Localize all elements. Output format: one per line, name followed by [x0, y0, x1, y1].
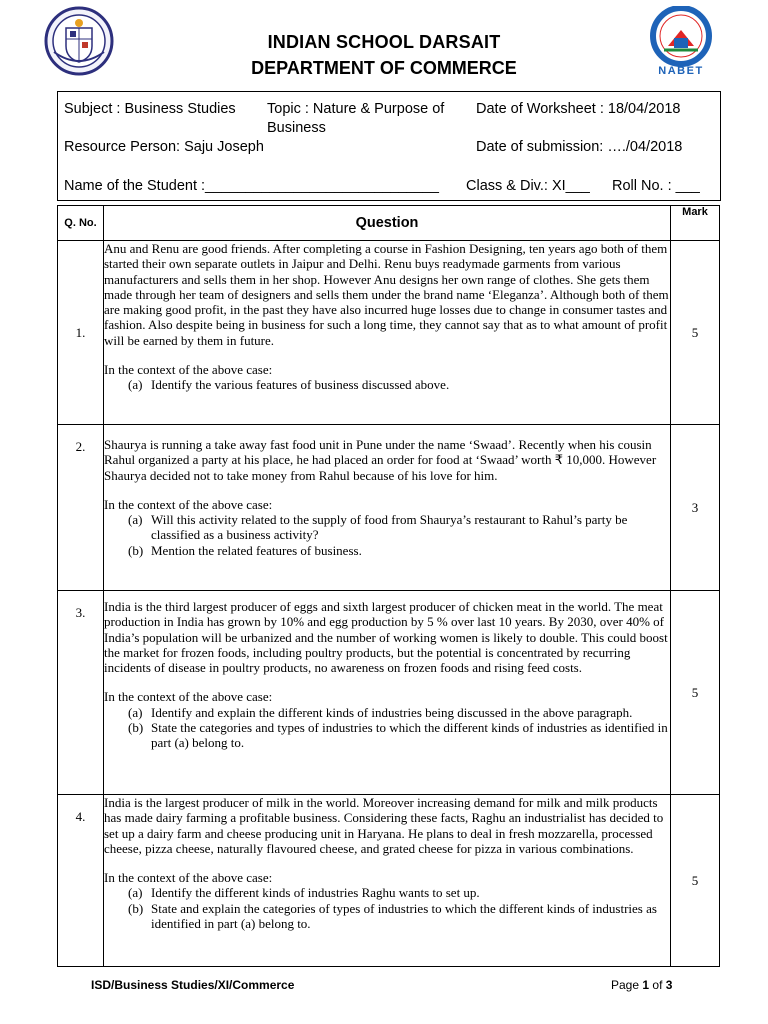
worksheet-info-box — [57, 91, 721, 201]
question-part — [104, 901, 670, 932]
page-word: Page — [611, 978, 640, 992]
page-total: 3 — [665, 978, 673, 992]
footer-course-code: ISD/Business Studies/XI/Commerce — [91, 978, 295, 992]
topic-label: Topic : Nature & Purpose of Business — [267, 101, 445, 136]
part-text: State the categories and types of industries to which the different kinds of industries as identified in part (a) belong to. — [151, 720, 668, 751]
nabet-logo-text: NABET — [658, 65, 704, 76]
part-label: (b) — [128, 542, 144, 558]
part-label: (b) — [128, 720, 144, 736]
table-header-row — [58, 206, 720, 241]
question-parts — [104, 512, 670, 558]
question-part — [104, 885, 670, 900]
resource-person-label: Resource Person: Saju Joseph — [64, 139, 264, 155]
questions-table — [57, 205, 720, 967]
question-number: 4. — [58, 795, 104, 967]
question-body: India is the largest producer of milk in the world. Moreover increasing demand for milk and milk products has made dairy farming a profitable business. Considering these facts, Raghu an industrialist has decided to set up a dairy farm and cheese producing unit in Haryana. He plans to deal in fresh mozzarella, processed cheese, pizza cheese, naturally flavoured cheese, and grated cheese for pizza in various combinations. — [104, 795, 664, 856]
question-body: Shaurya is running a take away fast food unit in Pune under the name ‘Swaad’. Recently when his cousin Rahul organized a party at his place, he had placed an order for food at ‘Swaad’ worth ₹ 10,000. However Shaurya decided not to take money from Rahul because of his love for him. — [104, 437, 657, 483]
question-part — [104, 705, 670, 720]
school-name: INDIAN SCHOOL DARSAIT — [267, 32, 501, 52]
part-label: (a) — [128, 704, 143, 720]
question-row — [58, 591, 720, 795]
question-number: 3. — [58, 591, 104, 795]
of-word: of — [652, 978, 663, 992]
part-text: Identify the different kinds of industries Raghu wants to set up. — [151, 885, 480, 901]
question-mark: 5 — [671, 241, 720, 425]
roll-no-field[interactable]: Roll No. : ___ — [612, 178, 700, 194]
part-label: (b) — [128, 900, 144, 916]
question-part — [104, 377, 670, 392]
footer-page-number — [611, 978, 672, 992]
subject-label: Subject : Business Studies — [64, 101, 236, 117]
part-text: Identify the various features of business discussed above. — [151, 377, 450, 393]
question-part — [104, 512, 670, 543]
question-text-cell — [104, 591, 671, 795]
question-body: Anu and Renu are good friends. After completing a course in Fashion Designing, ten years ago both of them started their own separate outlets in Jaipur and Delhi. Renu buys readymade garments from various manufacturers and sells them in her shop. However Anu designs her own range of clothes. She gets them made through her team of designers and sells them under the brand name ‘Eleganza’. Although both of them are making good profit, in the past they have also incurred huge losses due to change in consumer tastes and fashion. Also despite being in business for such a long time, they cannot say that as to what amount of profit will be earned by them in future. — [104, 241, 669, 348]
part-text: Identify and explain the different kinds of industries being discussed in the above paragraph. — [151, 704, 633, 720]
class-div-field[interactable]: Class & Div.: XI___ — [466, 178, 590, 194]
question-body: India is the third largest producer of eggs and sixth largest producer of chicken meat in the world. The meat production in India has grown by 10% and egg production by 5 % over last 10 years. By 2030, over 40% of India’s population will be urbanized and the number of working women is likely to double. This could boost the market for frozen foods, including poultry products, but the potential is concentrated by recurring incidents of disease in poultry products, no awareness on frozen foods and rising feed costs. — [104, 599, 668, 676]
header-q-no: Q. No. — [58, 206, 104, 241]
question-row — [58, 795, 720, 967]
part-label: (a) — [128, 512, 143, 528]
question-part — [104, 720, 670, 751]
question-context: In the context of the above case: — [104, 689, 273, 705]
question-text-cell — [104, 241, 671, 425]
part-label: (a) — [128, 377, 143, 393]
question-row — [58, 425, 720, 591]
header-question: Question — [104, 206, 671, 241]
question-parts — [104, 705, 670, 751]
part-text: Mention the related features of business. — [151, 542, 362, 558]
part-text: State and explain the categories of types of industries to which the different kinds of industries as identified in part (a) belong to. — [151, 900, 657, 932]
question-context: In the context of the above case: — [104, 496, 273, 512]
question-mark: 5 — [671, 591, 720, 795]
question-mark: 3 — [671, 425, 720, 591]
question-number: 1. — [58, 241, 104, 425]
submission-date-label: Date of submission: …./04/2018 — [476, 139, 683, 155]
header-mark: Mark — [671, 206, 720, 241]
question-mark: 5 — [671, 795, 720, 967]
question-row — [58, 241, 720, 425]
part-label: (a) — [128, 885, 143, 901]
part-text: Will this activity related to the supply of food from Shaurya’s restaurant to Rahul’s party be classified as a business activity? — [151, 512, 628, 543]
question-text-cell — [104, 425, 671, 591]
worksheet-date-label: Date of Worksheet : 18/04/2018 — [476, 101, 681, 117]
department-title: DEPARTMENT OF COMMERCE — [251, 58, 517, 78]
question-parts — [104, 885, 670, 931]
page-current: 1 — [642, 978, 650, 992]
question-part — [104, 543, 670, 558]
question-context: In the context of the above case: — [104, 362, 273, 378]
question-parts — [104, 377, 670, 392]
question-text-cell — [104, 795, 671, 967]
question-number: 2. — [58, 425, 104, 591]
question-context: In the context of the above case: — [104, 870, 273, 886]
student-name-field[interactable]: Name of the Student :_____________________________ — [64, 178, 439, 194]
